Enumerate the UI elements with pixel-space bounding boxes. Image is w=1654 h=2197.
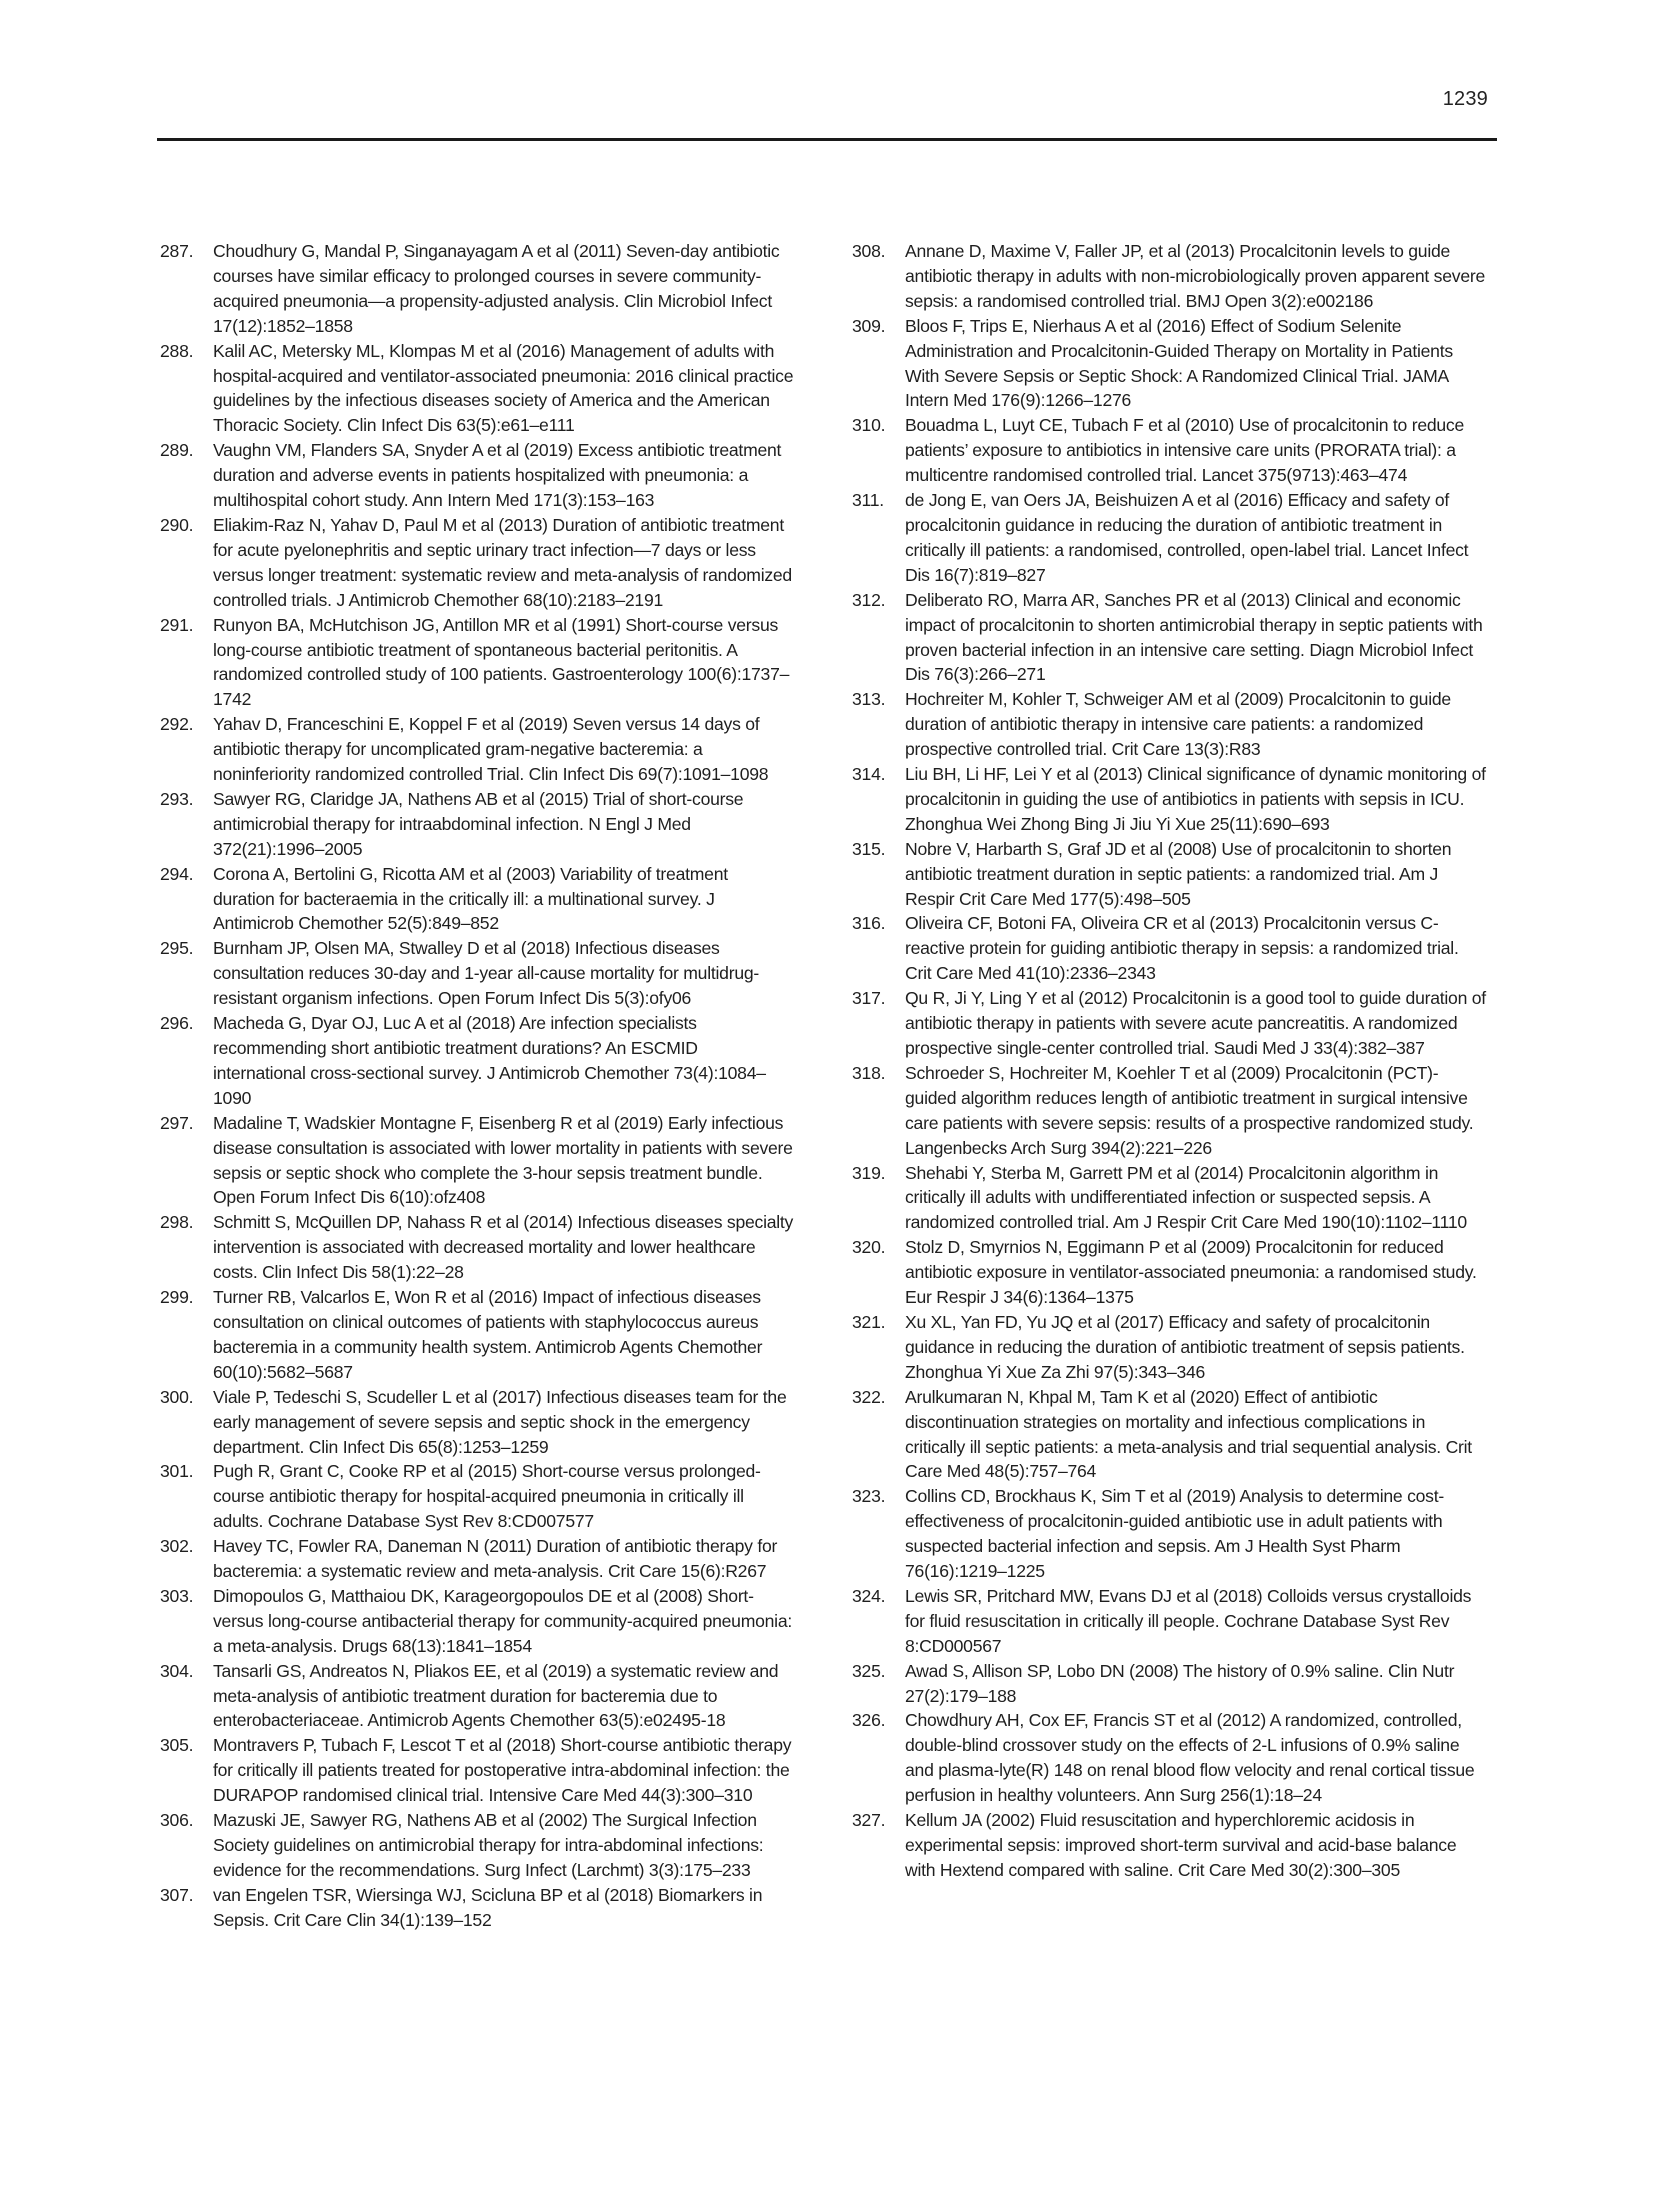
- reference-item: [160, 712, 794, 787]
- reference-number: 322.: [852, 1386, 886, 1407]
- reference-text: Mazuski JE, Sawyer RG, Nathens AB et al (2002) The Surgical Infection Society guidelines on antimicrobial therapy for intra-abdominal infections: evidence for the recommendations. Surg Infect (Larchmt) 3(3):175–233: [213, 1810, 764, 1880]
- reference-text: Nobre V, Harbarth S, Graf JD et al (2008) Use of procalcitonin to shorten antibiotic treatment duration in septic patients: a randomized trial. Am J Respir Crit Care Med 177(5):498–505: [905, 838, 1452, 909]
- reference-text: Havey TC, Fowler RA, Daneman N (2011) Duration of antibiotic therapy for bacteremia: a systematic review and meta-analysis. Crit Care 15(6):R267: [213, 1536, 778, 1582]
- reference-item: [852, 588, 1486, 688]
- reference-text: Lewis SR, Pritchard MW, Evans DJ et al (2018) Colloids versus crystalloids for fluid resuscitation in critically ill people. Cochrane Database Syst Rev 8:CD000567: [905, 1585, 1472, 1656]
- reference-item: [160, 1210, 794, 1285]
- reference-item: [160, 1584, 794, 1659]
- reference-text: Awad S, Allison SP, Lobo DN (2008) The history of 0.9% saline. Clin Nutr 27(2):179–188: [905, 1660, 1455, 1706]
- reference-item: [852, 413, 1486, 488]
- reference-text: Madaline T, Wadskier Montagne F, Eisenberg R et al (2019) Early infectious disease consultation is associated with lower mortality in patients with severe sepsis or septic shock who complete the 3-hour sepsis treatment bundle. Open Forum Infect Dis 6(10):ofz408: [213, 1112, 793, 1208]
- reference-item: [160, 1385, 794, 1460]
- reference-text: Oliveira CF, Botoni FA, Oliveira CR et al (2013) Procalcitonin versus C-reactive protein for guiding antibiotic therapy in sepsis: a randomized trial. Crit Care Med 41(10):2336–2343: [905, 913, 1459, 984]
- reference-number: 311.: [852, 490, 884, 511]
- reference-number: 303.: [160, 1585, 194, 1606]
- reference-item: [852, 239, 1486, 314]
- reference-number: 297.: [160, 1112, 194, 1133]
- reference-text: Deliberato RO, Marra AR, Sanches PR et al (2013) Clinical and economic impact of procalcitonin to shorten antimicrobial therapy in septic patients with proven bacterial infection in an intensive care setting. Diagn Microbiol Infect Dis 76(3):266–271: [905, 589, 1483, 685]
- reference-text: Corona A, Bertolini G, Ricotta AM et al (2003) Variability of treatment duration for bacteraemia in the critically ill: a multinational survey. J Antimicrob Chemother 52(5):849–852: [213, 863, 728, 934]
- reference-number: 314.: [852, 764, 886, 785]
- reference-text: Macheda G, Dyar OJ, Luc A et al (2018) Are infection specialists recommending short antibiotic treatment durations? An ESCMID international cross-sectional survey. J Antimicrob Chemother 73(4):1084–1090: [213, 1013, 766, 1108]
- reference-number: 308.: [852, 241, 886, 261]
- reference-item: [160, 1111, 794, 1211]
- reference-number: 298.: [160, 1212, 194, 1233]
- reference-text: Runyon BA, McHutchison JG, Antillon MR et al (1991) Short-course versus long-course antibiotic treatment of spontaneous bacterial peritonitis. A randomized controlled study of 100 patients. Gastroenterology 100(6):1737–1742: [213, 614, 790, 710]
- reference-number: 326.: [852, 1710, 886, 1731]
- reference-text: Vaughn VM, Flanders SA, Snyder A et al (2019) Excess antibiotic treatment duration and adverse events in patients hospitalized with pneumonia: a multihospital cohort study. Ann Intern Med 171(3):153–163: [213, 440, 782, 511]
- reference-item: [852, 911, 1486, 986]
- reference-number: 307.: [160, 1884, 194, 1905]
- reference-item: [160, 1285, 794, 1385]
- reference-item: [160, 787, 794, 862]
- reference-item: [160, 862, 794, 937]
- reference-number: 302.: [160, 1536, 194, 1557]
- reference-text: Stolz D, Smyrnios N, Eggimann P et al (2009) Procalcitonin for reduced antibiotic exposure in ventilator-associated pneumonia: a randomised study. Eur Respir J 34(6):1364–1375: [905, 1237, 1477, 1308]
- reference-number: 317.: [852, 988, 886, 1009]
- reference-text: Viale P, Tedeschi S, Scudeller L et al (2017) Infectious diseases team for the early management of severe sepsis and septic shock in the emergency department. Clin Infect Dis 65(8):1253–1259: [213, 1386, 787, 1457]
- reference-item: [160, 438, 794, 513]
- reference-number: 327.: [852, 1810, 886, 1831]
- reference-text: Chowdhury AH, Cox EF, Francis ST et al (2012) A randomized, controlled, double-blind crossover study on the effects of 2-L infusions of 0.9% saline and plasma-lyte(R) 148 on renal blood flow velocity and renal cortical tissue perfusion in healthy volunteers. Ann Surg 256(1):18–24: [905, 1710, 1475, 1806]
- reference-item: [852, 314, 1486, 414]
- reference-item: [852, 488, 1486, 588]
- reference-number: 301.: [160, 1461, 194, 1482]
- reference-text: Shehabi Y, Sterba M, Garrett PM et al (2014) Procalcitonin algorithm in critically ill adults with undifferentiated infection or suspected sepsis. A randomized controlled trial. Am J Respir Crit Care Med 190(10):1102–1110: [905, 1162, 1467, 1233]
- reference-text: Eliakim-Raz N, Yahav D, Paul M et al (2013) Duration of antibiotic treatment for acute pyelonephritis and septic urinary tract infection—7 days or less versus longer treatment: systematic review and meta-analysis of randomized controlled trials. J Antimicrob Chemother 68(10):2183–2191: [213, 514, 792, 610]
- reference-text: Arulkumaran N, Khpal M, Tam K et al (2020) Effect of antibiotic discontinuation strategies on mortality and infectious complications in critically ill septic patients: a meta-analysis and trial sequential analysis. Crit Care Med 48(5):757–764: [905, 1386, 1472, 1482]
- reference-item: [852, 986, 1486, 1061]
- reference-number: 300.: [160, 1386, 194, 1407]
- reference-number: 289.: [160, 440, 194, 461]
- reference-item: [852, 1808, 1486, 1883]
- reference-item: [160, 1011, 794, 1111]
- reference-item: [852, 1484, 1486, 1584]
- reference-text: Turner RB, Valcarlos E, Won R et al (2016) Impact of infectious diseases consultation on clinical outcomes of patients with staphylococcus aureus bacteremia in a community health system. Antimicrob Agents Chemother 60(10):5682–5687: [213, 1287, 763, 1382]
- reference-text: de Jong E, van Oers JA, Beishuizen A et al (2016) Efficacy and safety of procalcitonin guidance in reducing the duration of antibiotic treatment in critically ill patients: a randomised, controlled, open-label trial. Lancet Infect Dis 16(7):819–827: [905, 490, 1469, 585]
- reference-item: [160, 1808, 794, 1883]
- reference-number: 323.: [852, 1486, 886, 1507]
- reference-text: Schmitt S, McQuillen DP, Nahass R et al (2014) Infectious diseases specialty intervention is associated with decreased mortality and lower healthcare costs. Clin Infect Dis 58(1):22–28: [213, 1212, 794, 1283]
- reference-item: [852, 1161, 1486, 1236]
- reference-text: Burnham JP, Olsen MA, Stwalley D et al (2018) Infectious diseases consultation reduces 30-day and 1-year all-cause mortality for multidrug-resistant organism infections. Open Forum Infect Dis 5(3):ofy06: [213, 938, 759, 1009]
- reference-column-left: [160, 239, 794, 1933]
- reference-text: Kellum JA (2002) Fluid resuscitation and hyperchloremic acidosis in experimental sepsis: improved short-term survival and acid-base balance with Hextend compared with saline. Crit Care Med 30(2):300–305: [905, 1810, 1457, 1880]
- reference-number: 287.: [160, 241, 194, 261]
- reference-item: [852, 687, 1486, 762]
- reference-number: 316.: [852, 913, 886, 934]
- reference-text: Qu R, Ji Y, Ling Y et al (2012) Procalcitonin is a good tool to guide duration of antibiotic therapy in patients with severe acute pancreatitis. A randomized prospective single-center controlled trial. Saudi Med J 33(4):382–387: [905, 988, 1486, 1058]
- reference-text: Bloos F, Trips E, Nierhaus A et al (2016) Effect of Sodium Selenite Administration and Procalcitonin-Guided Therapy on Mortality in Patients With Severe Sepsis or Septic Shock: A Randomized Clinical Trial. JAMA Intern Med 176(9):1266–1276: [905, 315, 1453, 411]
- reference-text: Yahav D, Franceschini E, Koppel F et al (2019) Seven versus 14 days of antibiotic therapy for uncomplicated gram-negative bacteremia: a noninferiority randomized controlled Trial. Clin Infect Dis 69(7):1091–1098: [213, 714, 769, 785]
- reference-number: 312.: [852, 589, 886, 610]
- reference-text: Schroeder S, Hochreiter M, Koehler T et al (2009) Procalcitonin (PCT)-guided algorithm reduces length of antibiotic treatment in surgical intensive care patients with severe sepsis: results of a prospective randomized study. Langenbecks Arch Surg 394(2):221–226: [905, 1062, 1474, 1158]
- reference-text: Hochreiter M, Kohler T, Schweiger AM et al (2009) Procalcitonin to guide duration of antibiotic therapy in intensive care patients: a randomized prospective controlled trial. Crit Care 13(3):R83: [905, 689, 1451, 760]
- reference-number: 294.: [160, 863, 194, 884]
- reference-number: 292.: [160, 714, 194, 735]
- reference-item: [160, 513, 794, 613]
- reference-text: Collins CD, Brockhaus K, Sim T et al (2019) Analysis to determine cost-effectiveness of procalcitonin-guided antibiotic use in adult patients with suspected bacterial infection and sepsis. Am J Health Syst Pharm 76(16):1219–1225: [905, 1486, 1444, 1582]
- reference-item: [160, 1883, 794, 1933]
- reference-text: Montravers P, Tubach F, Lescot T et al (2018) Short-course antibiotic therapy for critically ill patients treated for postoperative intra-abdominal infection: the DURAPOP randomised clinical trial. Intensive Care Med 44(3):300–310: [213, 1735, 792, 1806]
- reference-text: Choudhury G, Mandal P, Singanayagam A et al (2011) Seven-day antibiotic courses have similar efficacy to prolonged courses in severe community-acquired pneumonia—a propensity-adjusted analysis. Clin Microbiol Infect 17(12):1852–1858: [213, 241, 780, 336]
- reference-number: 304.: [160, 1660, 194, 1681]
- reference-item: [852, 837, 1486, 912]
- reference-item: [160, 239, 794, 339]
- reference-text: Pugh R, Grant C, Cooke RP et al (2015) Short-course versus prolonged-course antibiotic therapy for hospital-acquired pneumonia in critically ill adults. Cochrane Database Syst Rev 8:CD007577: [213, 1461, 761, 1532]
- reference-item: [852, 762, 1486, 837]
- reference-text: Dimopoulos G, Matthaiou DK, Karageorgopoulos DE et al (2008) Short- versus long-course antibacterial therapy for community-acquired pneumonia: a meta-analysis. Drugs 68(13):1841–1854: [213, 1585, 793, 1656]
- reference-text: Liu BH, Li HF, Lei Y et al (2013) Clinical significance of dynamic monitoring of procalcitonin in guiding the use of antibiotics in patients with sepsis in ICU. Zhonghua Wei Zhong Bing Ji Jiu Yi Xue 25(11):690–693: [905, 764, 1486, 834]
- reference-text: Xu XL, Yan FD, Yu JQ et al (2017) Efficacy and safety of procalcitonin guidance in reducing the duration of antibiotic treatment of sepsis patients. Zhonghua Yi Xue Za Zhi 97(5):343–346: [905, 1311, 1465, 1382]
- reference-item: [160, 339, 794, 439]
- reference-text: Sawyer RG, Claridge JA, Nathens AB et al (2015) Trial of short-course antimicrobial therapy for intraabdominal infection. N Engl J Med 372(21):1996–2005: [213, 788, 744, 859]
- reference-item: [852, 1310, 1486, 1385]
- reference-number: 309.: [852, 315, 886, 336]
- reference-number: 324.: [852, 1585, 886, 1606]
- reference-number: 320.: [852, 1237, 886, 1258]
- reference-number: 290.: [160, 514, 194, 535]
- reference-number: 321.: [852, 1311, 886, 1332]
- reference-number: 319.: [852, 1162, 886, 1183]
- reference-item: [160, 613, 794, 713]
- reference-number: 291.: [160, 614, 194, 635]
- reference-number: 299.: [160, 1287, 194, 1308]
- reference-item: [852, 1584, 1486, 1659]
- reference-number: 296.: [160, 1013, 194, 1034]
- reference-text: Tansarli GS, Andreatos N, Pliakos EE, et al (2019) a systematic review and meta-analysis of antibiotic treatment duration for bacteremia due to enterobacteriaceae. Antimicrob Agents Chemother 63(5):e02495-18: [213, 1660, 779, 1731]
- reference-item: [160, 1459, 794, 1534]
- reference-number: 305.: [160, 1735, 194, 1756]
- reference-item: [852, 1385, 1486, 1485]
- reference-number: 295.: [160, 938, 194, 959]
- reference-number: 315.: [852, 838, 886, 859]
- reference-item: [160, 1659, 794, 1734]
- reference-column-right: [852, 239, 1486, 1883]
- reference-number: 313.: [852, 689, 886, 710]
- reference-text: Kalil AC, Metersky ML, Klompas M et al (2016) Management of adults with hospital-acquired and ventilator-associated pneumonia: 2016 clinical practice guidelines by the infectious diseases society of America and the American Thoracic Society. Clin Infect Dis 63(5):e61–e111: [213, 340, 794, 436]
- reference-text: Bouadma L, Luyt CE, Tubach F et al (2010) Use of procalcitonin to reduce patients’ exposure to antibiotics in intensive care units (PRORATA trial): a multicentre randomised controlled trial. Lancet 375(9713):463–474: [905, 415, 1465, 486]
- reference-text: Annane D, Maxime V, Faller JP, et al (2013) Procalcitonin levels to guide antibiotic therapy in adults with non-microbiologically proven apparent severe sepsis: a randomised controlled trial. BMJ Open 3(2):e002186: [905, 241, 1485, 311]
- reference-number: 306.: [160, 1810, 194, 1831]
- reference-number: 293.: [160, 788, 194, 809]
- reference-item: [852, 1659, 1486, 1709]
- reference-item: [160, 936, 794, 1011]
- reference-text: van Engelen TSR, Wiersinga WJ, Scicluna BP et al (2018) Biomarkers in Sepsis. Crit Care Clin 34(1):139–152: [213, 1884, 763, 1930]
- reference-number: 310.: [852, 415, 886, 436]
- reference-item: [852, 1061, 1486, 1161]
- reference-number: 318.: [852, 1062, 886, 1083]
- reference-number: 325.: [852, 1660, 886, 1681]
- reference-number: 288.: [160, 340, 194, 361]
- reference-item: [160, 1534, 794, 1584]
- page-number: 1239: [1442, 88, 1488, 110]
- reference-item: [852, 1235, 1486, 1310]
- reference-item: [160, 1733, 794, 1808]
- reference-item: [852, 1708, 1486, 1808]
- header-rule: [157, 138, 1497, 141]
